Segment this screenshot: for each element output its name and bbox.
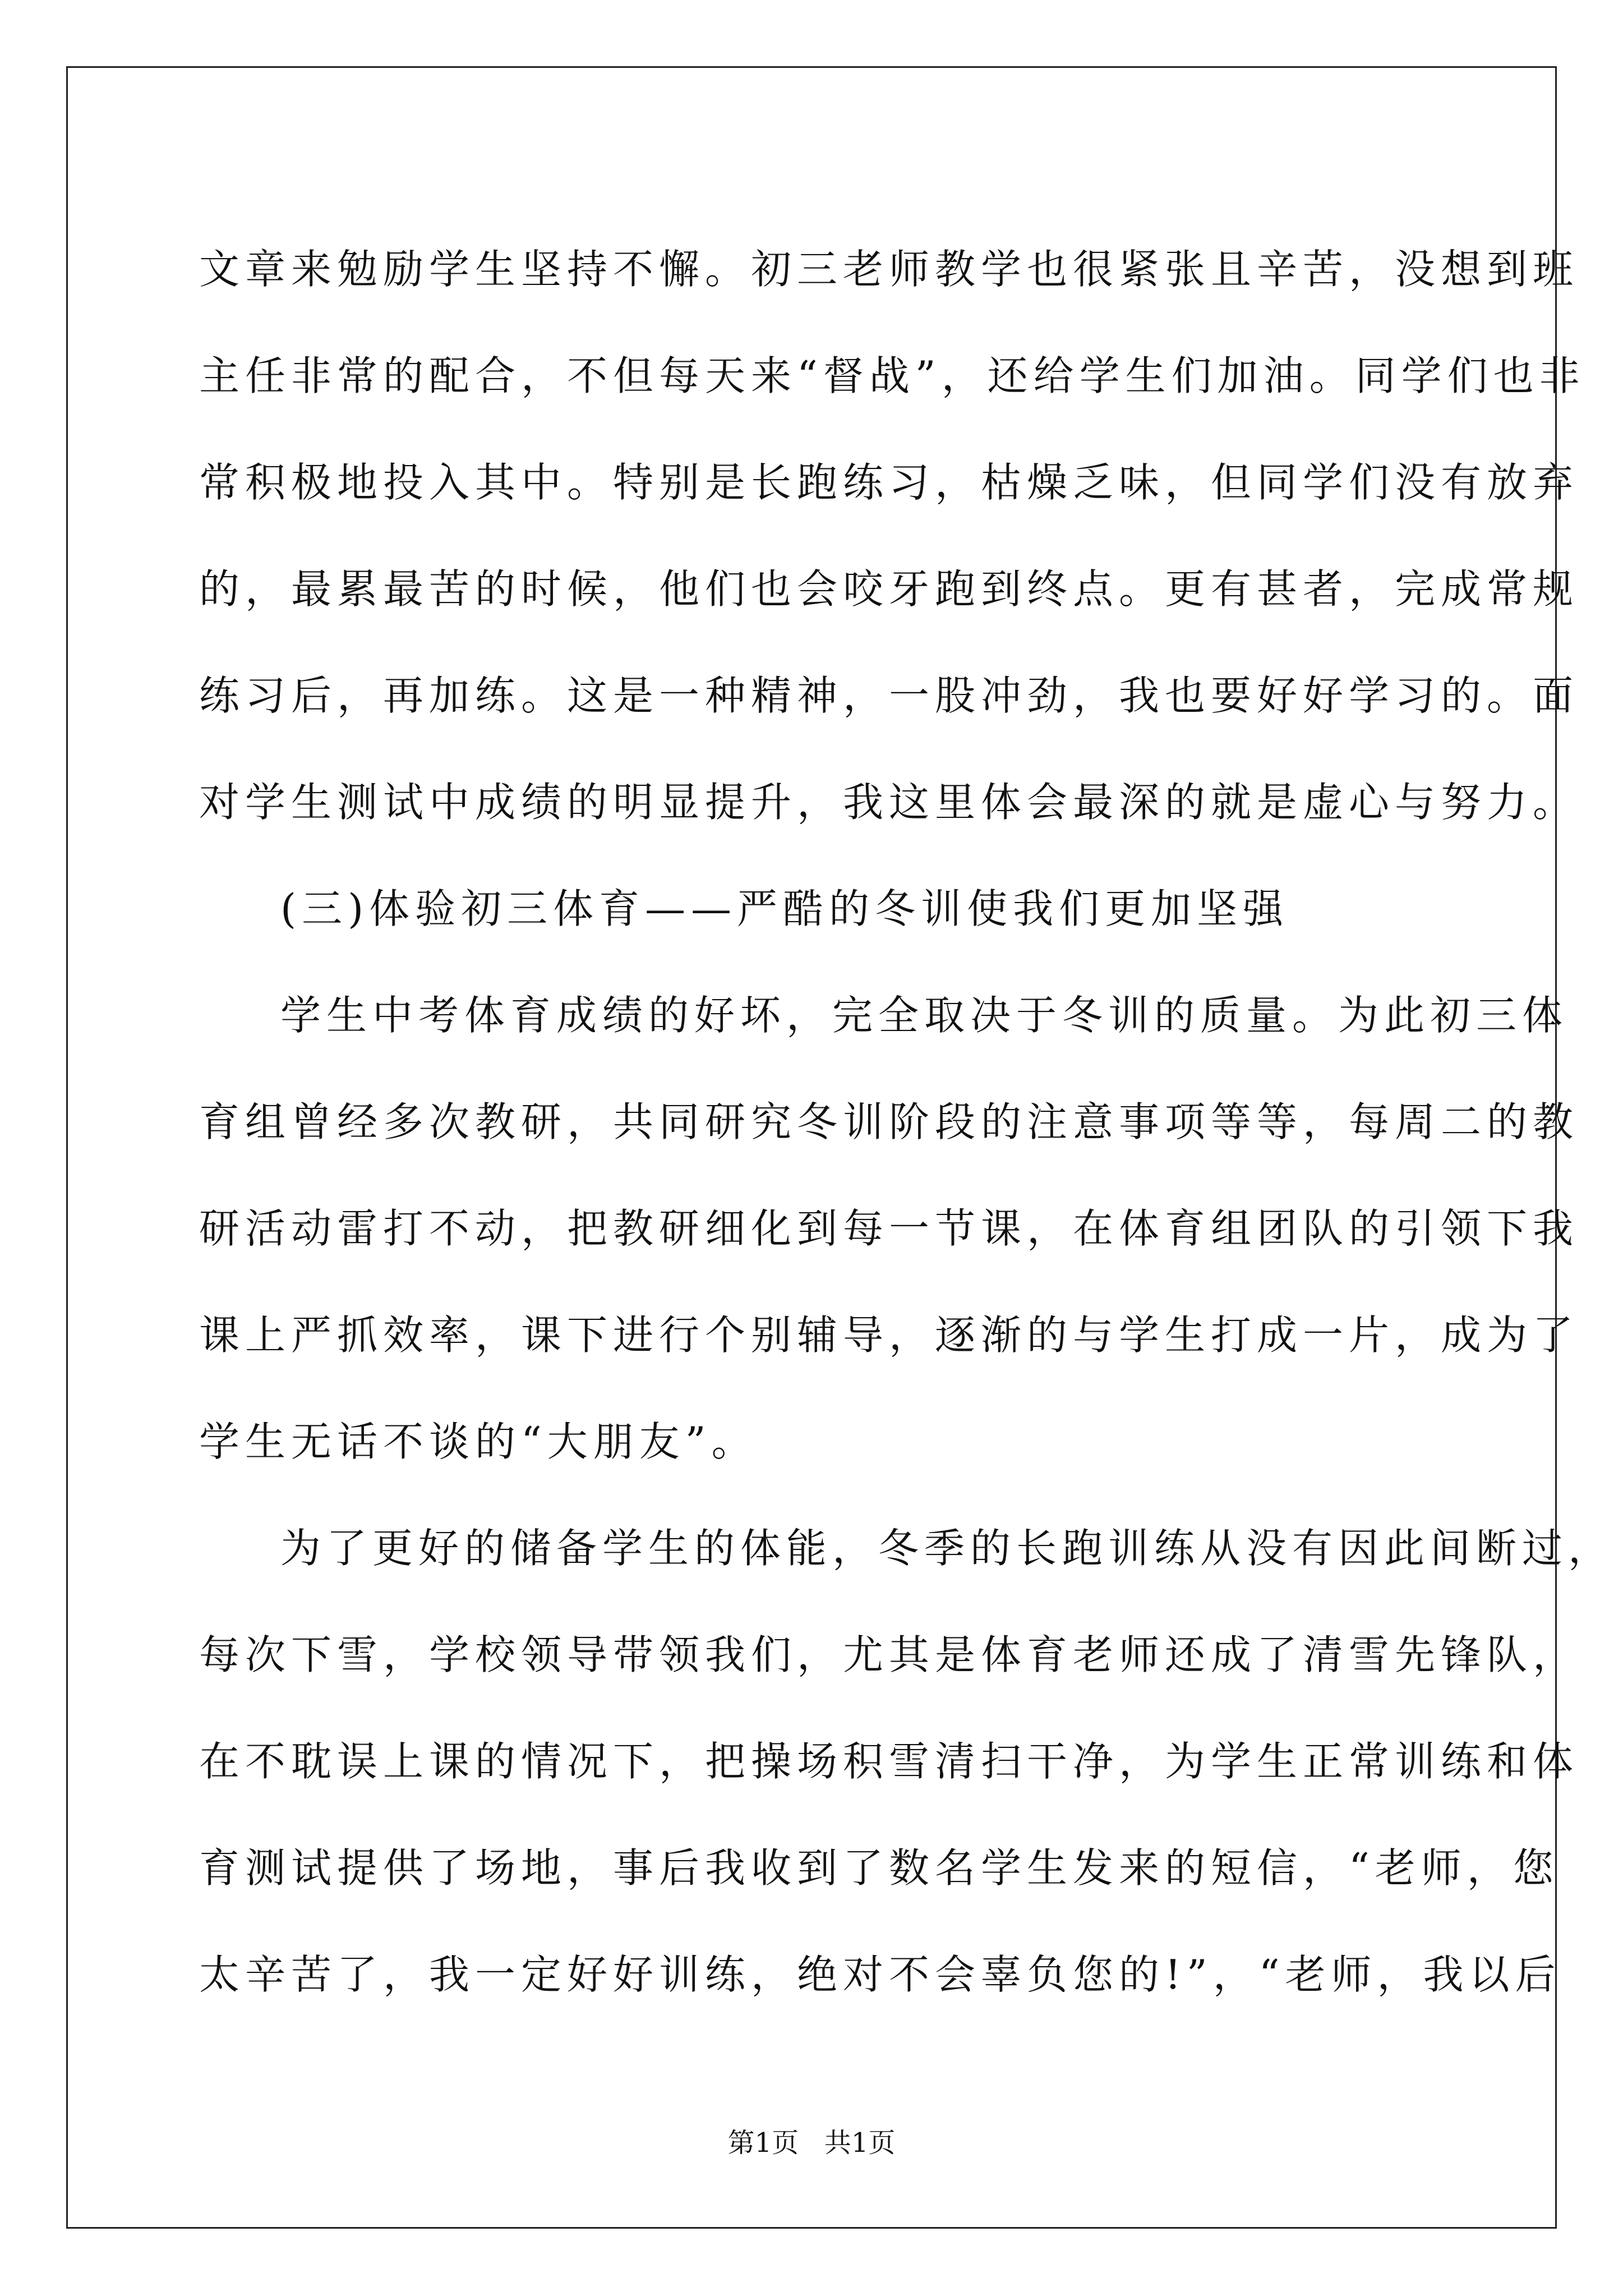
document-body (199, 216, 1615, 2028)
page-footer: 第1页 共1页 (727, 2127, 896, 2159)
section-heading: (三)体验初三体育——严酷的冬训使我们更加坚强 (280, 885, 1289, 932)
text-line-6: 对学生测试中成绩的明显提升，我这里体会最深的就是虚心与努力。 (199, 779, 1579, 826)
text-line-10: 研活动雷打不动，把教研细化到每一节课，在体育组团队的引领下我 (199, 1205, 1579, 1252)
text-line-15: 在不耽误上课的情况下，把操场积雪清扫干净，为学生正常训练和体 (199, 1738, 1579, 1785)
text-line-12: 学生无话不谈的“大朋友”。 (199, 1418, 758, 1465)
text-line-11: 课上严抓效率，课下进行个别辅导，逐渐的与学生打成一片，成为了 (199, 1312, 1579, 1359)
text-line-17: 太辛苦了，我一定好好训练，绝对不会辜负您的!”，“老师，我以后 (199, 1951, 1561, 1998)
text-line-3: 常积极地投入其中。特别是长跑练习，枯燥乏味，但同学们没有放弃 (199, 459, 1579, 506)
text-line-5: 练习后，再加练。这是一种精神，一股冲劲，我也要好好学习的。面 (199, 672, 1579, 719)
text-line-9: 育组曾经多次教研，共同研究冬训阶段的注意事项等等，每周二的教 (199, 1098, 1579, 1145)
text-line-4: 的，最累最苦的时候，他们也会咬牙跑到终点。更有甚者，完成常规 (199, 565, 1579, 613)
text-line-13: 为了更好的储备学生的体能，冬季的长跑训练从没有因此间断过， (280, 1525, 1615, 1572)
text-line-14: 每次下雪，学校领导带领我们，尤其是体育老师还成了清雪先锋队， (199, 1631, 1579, 1678)
text-line-1: 文章来勉励学生坚持不懈。初三老师教学也很紧张且辛苦，没想到班 (199, 246, 1579, 293)
text-line-8: 学生中考体育成绩的好坏，完全取决于冬训的质量。为此初三体 (280, 992, 1569, 1039)
text-line-2: 主任非常的配合，不但每天来“督战”，还给学生们加油。同学们也非 (199, 352, 1585, 399)
text-line-16: 育测试提供了场地，事后我收到了数名学生发来的短信，“老师，您 (199, 1844, 1559, 1892)
